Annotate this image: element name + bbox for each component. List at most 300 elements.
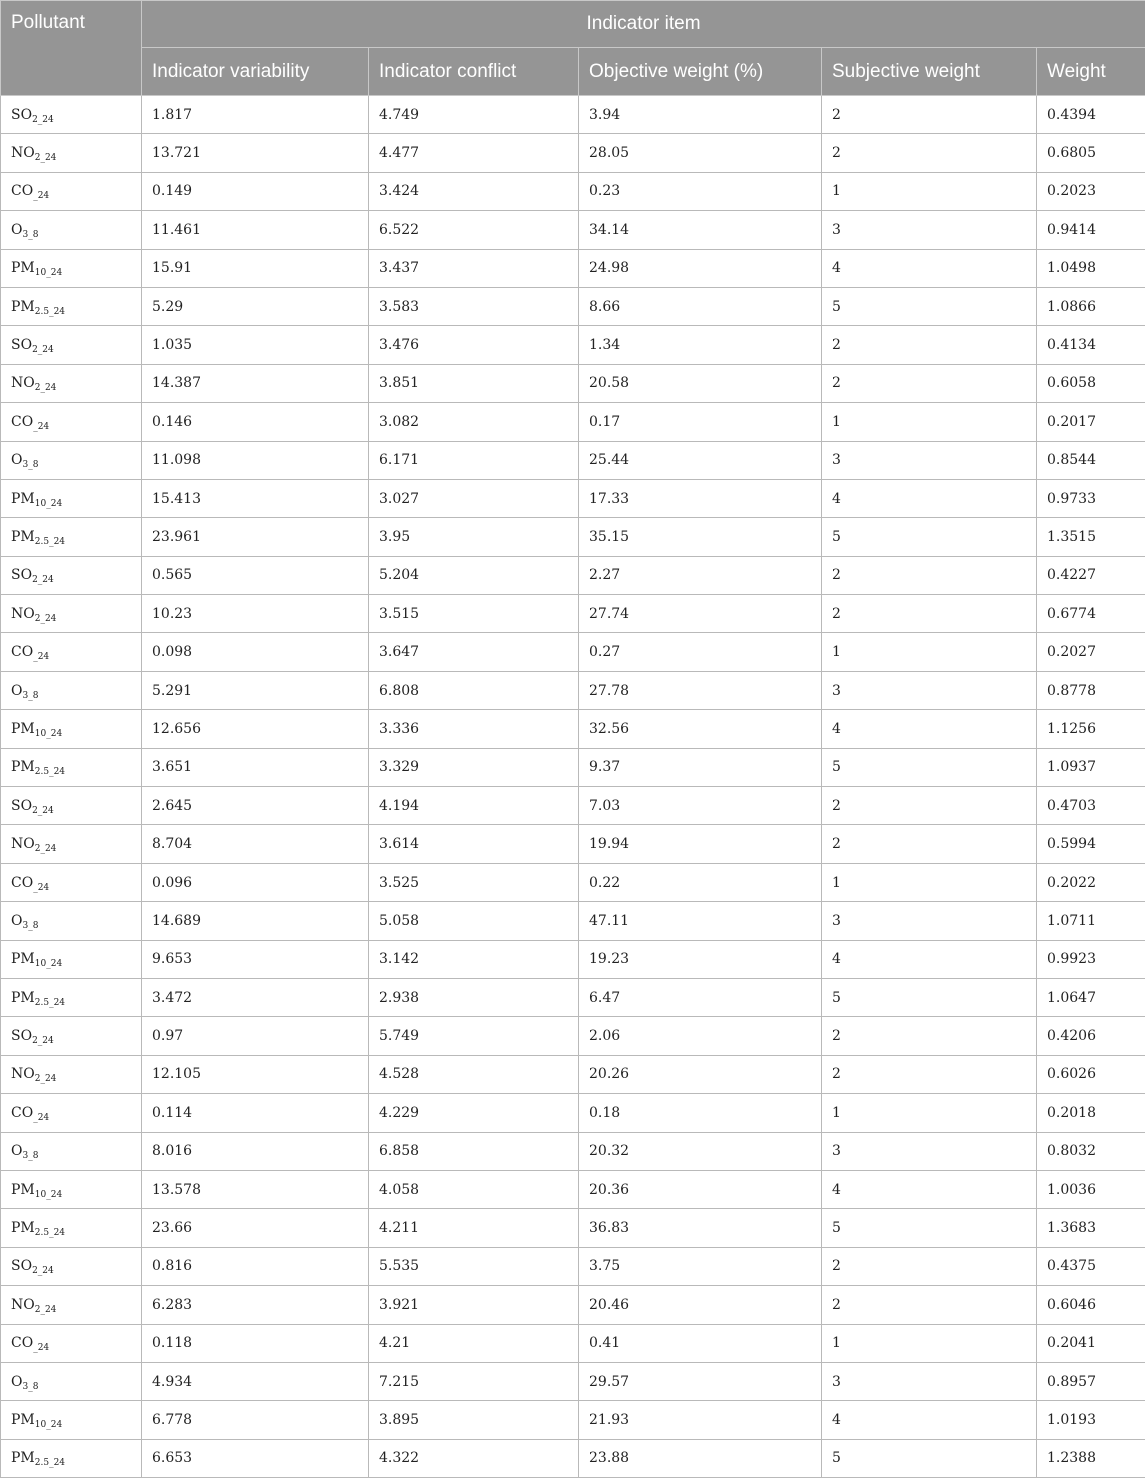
indicator-conflict-cell: 3.437 (369, 249, 579, 287)
pollutant-cell (1, 1209, 142, 1247)
indicator-conflict-cell: 4.322 (369, 1439, 579, 1477)
table-row (1, 863, 1145, 901)
header-weight: Weight (1037, 48, 1145, 96)
weight-cell: 1.0711 (1037, 902, 1145, 940)
objective-weight-cell: 35.15 (579, 518, 822, 556)
weight-cell: 1.0647 (1037, 978, 1145, 1016)
pollutant-subscript: 10_24 (34, 1419, 63, 1430)
weight-cell: 0.5994 (1037, 825, 1145, 863)
objective-weight-cell: 2.27 (579, 556, 822, 594)
pollutant-subscript: 3_8 (22, 1381, 39, 1392)
header-indicator-item: Indicator item (142, 1, 1145, 48)
pollutant-name: CO (11, 1104, 34, 1121)
indicator-conflict-cell: 4.477 (369, 134, 579, 172)
pollutant-subscript: _24 (33, 191, 50, 202)
table-row (1, 249, 1145, 287)
indicator-conflict-cell: 3.851 (369, 364, 579, 402)
pollutant-subscript: _24 (33, 1112, 50, 1123)
pollutant-cell (1, 595, 142, 633)
pollutant-cell (1, 364, 142, 402)
pollutant-cell (1, 518, 142, 556)
subjective-weight-cell: 5 (822, 518, 1037, 556)
table-row (1, 787, 1145, 825)
weight-cell: 1.3683 (1037, 1209, 1145, 1247)
pollutant-cell (1, 1324, 142, 1362)
objective-weight-cell: 8.66 (579, 287, 822, 325)
objective-weight-cell: 19.23 (579, 940, 822, 978)
indicator-conflict-cell: 3.583 (369, 287, 579, 325)
subjective-weight-cell: 2 (822, 364, 1037, 402)
weight-cell: 1.2388 (1037, 1439, 1145, 1477)
table-row (1, 1170, 1145, 1208)
pollutant-cell (1, 863, 142, 901)
subjective-weight-cell: 4 (822, 1170, 1037, 1208)
table-row (1, 1094, 1145, 1132)
pollutant-cell (1, 825, 142, 863)
indicator-conflict-cell: 4.21 (369, 1324, 579, 1362)
indicator-conflict-cell: 4.528 (369, 1055, 579, 1093)
indicator-variability-cell: 2.645 (142, 787, 369, 825)
weight-cell: 0.2022 (1037, 863, 1145, 901)
indicator-variability-cell: 4.934 (142, 1362, 369, 1400)
header-indicator-variability: Indicator variability (142, 48, 369, 96)
indicator-variability-cell: 6.778 (142, 1401, 369, 1439)
objective-weight-cell: 9.37 (579, 748, 822, 786)
subjective-weight-cell: 1 (822, 1324, 1037, 1362)
subjective-weight-cell: 1 (822, 633, 1037, 671)
pollutant-name: O (11, 452, 23, 469)
objective-weight-cell: 0.41 (579, 1324, 822, 1362)
pollutant-name: NO (11, 1066, 35, 1083)
indicator-conflict-cell: 3.329 (369, 748, 579, 786)
weight-cell: 1.1256 (1037, 710, 1145, 748)
weight-cell: 0.2041 (1037, 1324, 1145, 1362)
pollutant-cell (1, 1439, 142, 1477)
table-row (1, 172, 1145, 210)
indicator-conflict-cell: 3.027 (369, 479, 579, 517)
pollutant-subscript: 3_8 (22, 460, 39, 471)
indicator-conflict-cell: 6.171 (369, 441, 579, 479)
subjective-weight-cell: 4 (822, 1401, 1037, 1439)
subjective-weight-cell: 2 (822, 134, 1037, 172)
pollutant-subscript: 2_24 (34, 844, 57, 855)
subjective-weight-cell: 5 (822, 978, 1037, 1016)
pollutant-subscript: 2_24 (32, 1036, 54, 1047)
objective-weight-cell: 6.47 (579, 978, 822, 1016)
pollutant-name: PM (11, 528, 35, 545)
pollutant-subscript: 2_24 (32, 805, 54, 816)
pollutant-subscript: 10_24 (34, 1189, 63, 1200)
indicator-conflict-cell: 5.749 (369, 1017, 579, 1055)
subjective-weight-cell: 3 (822, 441, 1037, 479)
pollutant-cell (1, 1055, 142, 1093)
subjective-weight-cell: 1 (822, 1094, 1037, 1132)
objective-weight-cell: 20.32 (579, 1132, 822, 1170)
pollutant-subscript: 3_8 (22, 1151, 39, 1162)
indicator-variability-cell: 14.387 (142, 364, 369, 402)
pollutant-cell (1, 134, 142, 172)
subjective-weight-cell: 4 (822, 940, 1037, 978)
objective-weight-cell: 47.11 (579, 902, 822, 940)
indicator-variability-cell: 5.291 (142, 671, 369, 709)
table-body (1, 96, 1145, 1478)
pollutant-name: PM (11, 1411, 35, 1428)
pollutant-subscript: 2_24 (32, 575, 54, 586)
weight-cell: 0.4134 (1037, 326, 1145, 364)
pollutant-cell (1, 1362, 142, 1400)
header-indicator-conflict: Indicator conflict (369, 48, 579, 96)
pollutant-name: NO (11, 1296, 35, 1313)
weight-cell: 0.9733 (1037, 479, 1145, 517)
subjective-weight-cell: 2 (822, 1286, 1037, 1324)
pollutant-cell (1, 1170, 142, 1208)
table-row (1, 1017, 1145, 1055)
weight-cell: 0.8544 (1037, 441, 1145, 479)
indicator-variability-cell: 3.472 (142, 978, 369, 1016)
indicator-variability-cell: 0.114 (142, 1094, 369, 1132)
objective-weight-cell: 17.33 (579, 479, 822, 517)
subjective-weight-cell: 5 (822, 287, 1037, 325)
objective-weight-cell: 32.56 (579, 710, 822, 748)
pollutant-cell (1, 787, 142, 825)
weight-cell: 0.8957 (1037, 1362, 1145, 1400)
weight-cell: 0.4227 (1037, 556, 1145, 594)
pollutant-name: O (11, 912, 23, 929)
weight-cell: 0.9923 (1037, 940, 1145, 978)
objective-weight-cell: 36.83 (579, 1209, 822, 1247)
objective-weight-cell: 24.98 (579, 249, 822, 287)
weight-cell: 0.2018 (1037, 1094, 1145, 1132)
indicator-conflict-cell: 3.614 (369, 825, 579, 863)
pollutant-name: PM (11, 1181, 35, 1198)
subjective-weight-cell: 3 (822, 211, 1037, 249)
pollutant-subscript: 2_24 (34, 1074, 57, 1085)
pollutant-name: PM (11, 260, 35, 277)
pollutant-cell (1, 441, 142, 479)
header-pollutant: Pollutant (1, 1, 142, 96)
weight-cell: 0.6774 (1037, 595, 1145, 633)
weight-cell: 0.4703 (1037, 787, 1145, 825)
indicator-conflict-cell: 5.058 (369, 902, 579, 940)
pollutant-subscript: 2_24 (32, 345, 54, 356)
objective-weight-cell: 20.58 (579, 364, 822, 402)
indicator-variability-cell: 0.816 (142, 1247, 369, 1285)
objective-weight-cell: 20.46 (579, 1286, 822, 1324)
pollutant-subscript: 2_24 (34, 613, 57, 624)
subjective-weight-cell: 3 (822, 902, 1037, 940)
pollutant-subscript: 2_24 (34, 153, 57, 164)
subjective-weight-cell: 1 (822, 863, 1037, 901)
indicator-variability-cell: 5.29 (142, 287, 369, 325)
weight-cell: 0.2027 (1037, 633, 1145, 671)
pollutant-name: PM (11, 759, 35, 776)
weight-cell: 0.8778 (1037, 671, 1145, 709)
pollutant-subscript: 2_24 (34, 1304, 57, 1315)
pollutant-subscript: 2.5_24 (34, 997, 66, 1008)
objective-weight-cell: 2.06 (579, 1017, 822, 1055)
indicator-variability-cell: 23.961 (142, 518, 369, 556)
pollutant-cell (1, 710, 142, 748)
subjective-weight-cell: 1 (822, 172, 1037, 210)
objective-weight-cell: 34.14 (579, 211, 822, 249)
indicator-conflict-cell: 3.476 (369, 326, 579, 364)
objective-weight-cell: 0.23 (579, 172, 822, 210)
pollutant-name: SO (11, 1258, 33, 1275)
table-row (1, 1286, 1145, 1324)
pollutant-name: CO (11, 874, 34, 891)
table-row (1, 671, 1145, 709)
indicator-variability-cell: 13.721 (142, 134, 369, 172)
pollutant-subscript: 2.5_24 (34, 767, 66, 778)
indicator-variability-cell: 10.23 (142, 595, 369, 633)
pollutant-name: NO (11, 375, 35, 392)
pollutant-cell (1, 902, 142, 940)
table-row (1, 902, 1145, 940)
pollutant-name: SO (11, 106, 33, 123)
header-row-columns (1, 48, 1145, 96)
pollutant-subscript: 3_8 (22, 229, 39, 240)
subjective-weight-cell: 3 (822, 1132, 1037, 1170)
objective-weight-cell: 23.88 (579, 1439, 822, 1477)
pollutant-subscript: 2.5_24 (34, 1458, 66, 1469)
objective-weight-cell: 3.94 (579, 96, 822, 134)
pollutant-name: PM (11, 720, 35, 737)
indicator-conflict-cell: 4.194 (369, 787, 579, 825)
indicator-conflict-cell: 4.211 (369, 1209, 579, 1247)
indicator-variability-cell: 1.817 (142, 96, 369, 134)
table-row (1, 710, 1145, 748)
pollutant-subscript: 3_8 (22, 920, 39, 931)
subjective-weight-cell: 2 (822, 787, 1037, 825)
pollutant-name: NO (11, 836, 35, 853)
objective-weight-cell: 1.34 (579, 326, 822, 364)
subjective-weight-cell: 2 (822, 326, 1037, 364)
indicator-variability-cell: 6.283 (142, 1286, 369, 1324)
pollutant-cell (1, 172, 142, 210)
objective-weight-cell: 27.74 (579, 595, 822, 633)
pollutant-name: O (11, 1373, 23, 1390)
indicator-conflict-cell: 3.142 (369, 940, 579, 978)
pollutant-subscript: 2.5_24 (34, 306, 66, 317)
objective-weight-cell: 0.18 (579, 1094, 822, 1132)
indicator-conflict-cell: 3.336 (369, 710, 579, 748)
pollutant-cell (1, 1017, 142, 1055)
indicator-variability-cell: 15.91 (142, 249, 369, 287)
indicator-conflict-cell: 3.525 (369, 863, 579, 901)
weight-cell: 0.4394 (1037, 96, 1145, 134)
objective-weight-cell: 21.93 (579, 1401, 822, 1439)
pollutant-cell (1, 1401, 142, 1439)
objective-weight-cell: 25.44 (579, 441, 822, 479)
pollutant-name: O (11, 682, 23, 699)
pollutant-cell (1, 940, 142, 978)
subjective-weight-cell: 4 (822, 249, 1037, 287)
pollutant-cell (1, 326, 142, 364)
table-row (1, 211, 1145, 249)
indicator-variability-cell: 0.146 (142, 403, 369, 441)
objective-weight-cell: 7.03 (579, 787, 822, 825)
pollutant-subscript: _24 (33, 882, 50, 893)
pollutant-subscript: 10_24 (34, 268, 63, 279)
table-row (1, 134, 1145, 172)
indicator-conflict-cell: 3.895 (369, 1401, 579, 1439)
table-row (1, 403, 1145, 441)
subjective-weight-cell: 3 (822, 1362, 1037, 1400)
weight-cell: 1.0036 (1037, 1170, 1145, 1208)
weight-cell: 0.6046 (1037, 1286, 1145, 1324)
table-row (1, 364, 1145, 402)
objective-weight-cell: 3.75 (579, 1247, 822, 1285)
pollutant-subscript: 2.5_24 (34, 536, 66, 547)
pollutant-cell (1, 96, 142, 134)
weight-cell: 1.0937 (1037, 748, 1145, 786)
indicator-conflict-cell: 5.535 (369, 1247, 579, 1285)
table-row (1, 1324, 1145, 1362)
pollutant-subscript: _24 (33, 421, 50, 432)
indicator-variability-cell: 0.098 (142, 633, 369, 671)
indicator-variability-cell: 12.105 (142, 1055, 369, 1093)
weight-cell: 0.6026 (1037, 1055, 1145, 1093)
pollutant-subscript: 3_8 (22, 690, 39, 701)
subjective-weight-cell: 5 (822, 1439, 1037, 1477)
indicator-variability-cell: 0.149 (142, 172, 369, 210)
pollutant-cell (1, 287, 142, 325)
indicator-variability-cell: 11.098 (142, 441, 369, 479)
pollutant-cell (1, 1286, 142, 1324)
pollutant-subscript: _24 (33, 652, 50, 663)
table-row (1, 287, 1145, 325)
table-row (1, 518, 1145, 556)
pollutant-subscript: 10_24 (34, 498, 63, 509)
weight-cell: 1.0866 (1037, 287, 1145, 325)
table-row (1, 96, 1145, 134)
indicator-conflict-cell: 2.938 (369, 978, 579, 1016)
objective-weight-cell: 20.26 (579, 1055, 822, 1093)
weight-cell: 0.4375 (1037, 1247, 1145, 1285)
indicator-variability-cell: 15.413 (142, 479, 369, 517)
table-row (1, 1209, 1145, 1247)
pollutant-subscript: _24 (33, 1343, 50, 1354)
pollutant-cell (1, 748, 142, 786)
table-row (1, 1055, 1145, 1093)
pollutant-cell (1, 403, 142, 441)
table-row (1, 1132, 1145, 1170)
objective-weight-cell: 0.17 (579, 403, 822, 441)
table-row (1, 978, 1145, 1016)
pollutant-name: PM (11, 298, 35, 315)
table-row (1, 1439, 1145, 1477)
pollutant-name: CO (11, 1335, 34, 1352)
weight-cell: 1.0193 (1037, 1401, 1145, 1439)
table-row (1, 940, 1145, 978)
pollutant-cell (1, 1247, 142, 1285)
indicator-variability-cell: 0.096 (142, 863, 369, 901)
pollutant-name: PM (11, 490, 35, 507)
pollutant-subscript: 2.5_24 (34, 1228, 66, 1239)
table-row (1, 633, 1145, 671)
pollutant-cell (1, 211, 142, 249)
pollutant-name: CO (11, 183, 34, 200)
subjective-weight-cell: 5 (822, 748, 1037, 786)
indicator-conflict-cell: 3.082 (369, 403, 579, 441)
subjective-weight-cell: 4 (822, 479, 1037, 517)
subjective-weight-cell: 5 (822, 1209, 1037, 1247)
indicator-variability-cell: 6.653 (142, 1439, 369, 1477)
pollutant-cell (1, 633, 142, 671)
indicator-variability-cell: 9.653 (142, 940, 369, 978)
pollutant-cell (1, 978, 142, 1016)
table-row (1, 479, 1145, 517)
pollutant-subscript: 2_24 (32, 114, 54, 125)
indicator-conflict-cell: 3.647 (369, 633, 579, 671)
indicator-conflict-cell: 3.95 (369, 518, 579, 556)
objective-weight-cell: 29.57 (579, 1362, 822, 1400)
pollutant-name: O (11, 221, 23, 238)
pollutant-name: NO (11, 605, 35, 622)
subjective-weight-cell: 4 (822, 710, 1037, 748)
table-row (1, 441, 1145, 479)
header-objective-weight: Objective weight (%) (579, 48, 822, 96)
indicator-conflict-cell: 4.749 (369, 96, 579, 134)
weight-cell: 0.4206 (1037, 1017, 1145, 1055)
indicator-variability-cell: 14.689 (142, 902, 369, 940)
table-row (1, 1401, 1145, 1439)
pollutant-name: PM (11, 1220, 35, 1237)
weight-cell: 0.8032 (1037, 1132, 1145, 1170)
objective-weight-cell: 20.36 (579, 1170, 822, 1208)
weight-cell: 0.6805 (1037, 134, 1145, 172)
pollutant-cell (1, 671, 142, 709)
objective-weight-cell: 27.78 (579, 671, 822, 709)
weight-cell: 0.6058 (1037, 364, 1145, 402)
header-row-group (1, 1, 1145, 48)
table-row (1, 748, 1145, 786)
weight-cell: 1.0498 (1037, 249, 1145, 287)
indicator-conflict-cell: 6.808 (369, 671, 579, 709)
subjective-weight-cell: 2 (822, 556, 1037, 594)
pollutant-name: SO (11, 1028, 33, 1045)
indicator-variability-cell: 3.651 (142, 748, 369, 786)
indicator-conflict-cell: 7.215 (369, 1362, 579, 1400)
indicator-conflict-cell: 3.921 (369, 1286, 579, 1324)
subjective-weight-cell: 2 (822, 1017, 1037, 1055)
pollutant-name: SO (11, 337, 33, 354)
pollutant-name: PM (11, 989, 35, 1006)
subjective-weight-cell: 2 (822, 825, 1037, 863)
weight-cell: 1.3515 (1037, 518, 1145, 556)
indicator-conflict-cell: 3.424 (369, 172, 579, 210)
indicator-variability-cell: 0.565 (142, 556, 369, 594)
table-row (1, 1247, 1145, 1285)
indicator-conflict-cell: 6.858 (369, 1132, 579, 1170)
objective-weight-cell: 19.94 (579, 825, 822, 863)
pollutant-name: CO (11, 413, 34, 430)
objective-weight-cell: 28.05 (579, 134, 822, 172)
table-row (1, 326, 1145, 364)
pollutant-cell (1, 1132, 142, 1170)
indicator-conflict-cell: 3.515 (369, 595, 579, 633)
pollutant-name: O (11, 1143, 23, 1160)
pollutant-name: SO (11, 567, 33, 584)
subjective-weight-cell: 1 (822, 403, 1037, 441)
subjective-weight-cell: 3 (822, 671, 1037, 709)
objective-weight-cell: 0.22 (579, 863, 822, 901)
pollutant-name: NO (11, 145, 35, 162)
weight-cell: 0.9414 (1037, 211, 1145, 249)
pollutant-cell (1, 1094, 142, 1132)
indicator-conflict-cell: 6.522 (369, 211, 579, 249)
indicator-variability-cell: 8.704 (142, 825, 369, 863)
